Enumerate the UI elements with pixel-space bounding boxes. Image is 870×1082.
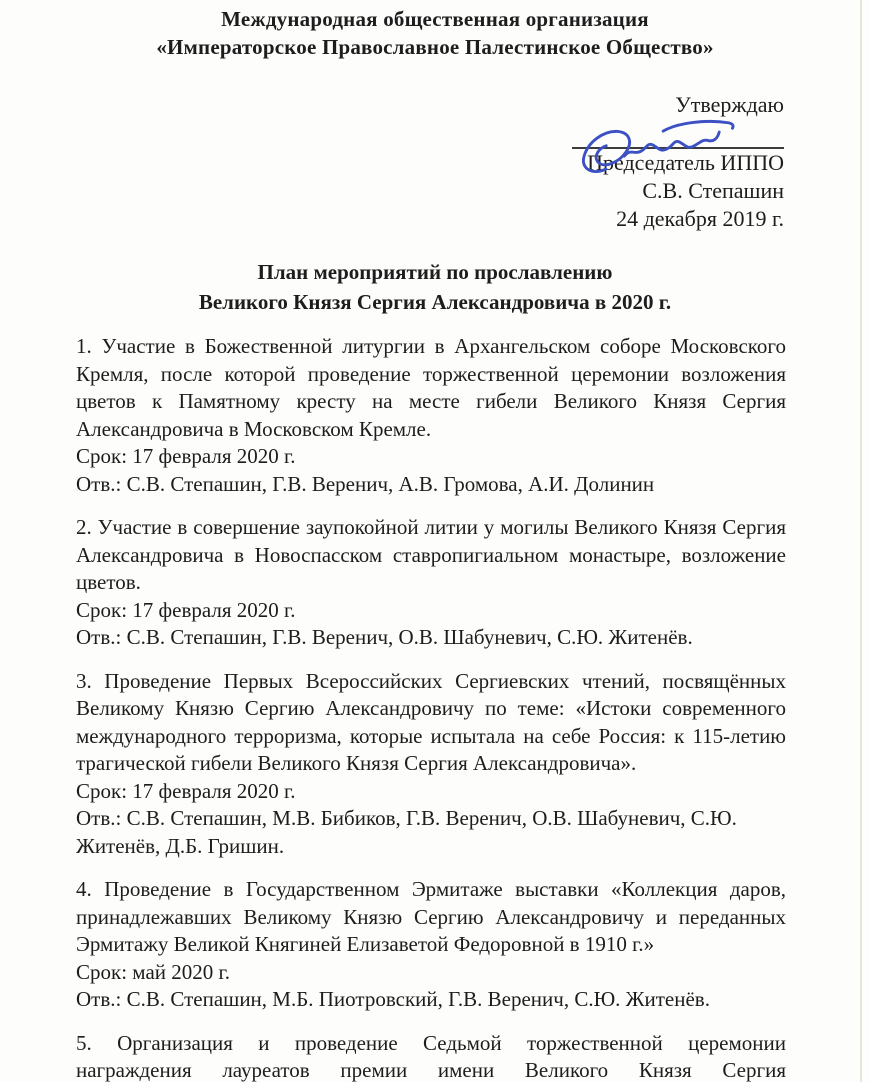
plan-item-5-body: 5. Организация и проведение Седьмой торжественной церемонии награждения лауреатов премии имени Великого Князя Сергия [76, 1030, 786, 1082]
plan-items [0, 333, 870, 1082]
approver-name: С.В. Степашин [642, 178, 784, 203]
plan-item-1 [76, 333, 786, 498]
scan-edge-artifact [860, 0, 862, 1082]
plan-item-4-responsible: Отв.: С.В. Степашин, М.Б. Пиотровский, Г.В. Веренич, С.Ю. Житенёв. [76, 987, 710, 1011]
plan-item-1-body: 1. Участие в Божественной литургии в Архангельском соборе Московского Кремля, после которой проведение торжественной церемонии возложения цветов к Памятному кресту на месте гибели Великого Князя Сергия Александровича в Московском Кремле. [76, 334, 786, 441]
document-title [0, 257, 870, 317]
plan-item-1-responsible: Отв.: С.В. Степашин, Г.В. Веренич, А.В. Громова, А.И. Долинин [76, 471, 655, 496]
plan-item-2-body: 2. Участие в совершение заупокойной литии у могилы Великого Князя Сергия Александровича в Новоспасском ставропигиальном монастыре, возложение цветов. [76, 515, 786, 594]
approve-label: Утверждаю [675, 92, 784, 117]
plan-item-5 [76, 1030, 786, 1082]
plan-item-4 [76, 876, 786, 1014]
plan-item-4-body: 4. Проведение в Государственном Эрмитаже выставки «Коллекция даров, принадлежавших Великому Князю Сергию Александровичу и переданных Эрмитажу Великой Княгиней Елизаветой Федоровной в 1910 г.» [76, 877, 786, 956]
plan-item-2 [76, 514, 786, 652]
document-title-line2: Великого Князя Сергия Александровича в 2020 г. [198, 290, 672, 314]
approver-position: Председатель ИППО [587, 150, 784, 175]
plan-item-1-term: Срок: 17 февраля 2020 г. [76, 444, 296, 468]
approval-date: 24 декабря 2019 г. [616, 206, 784, 231]
plan-item-3-term: Срок: 17 февраля 2020 г. [76, 778, 296, 803]
plan-item-2-responsible: Отв.: С.В. Степашин, Г.В. Веренич, О.В. Шабуневич, С.Ю. Житенёв. [76, 625, 693, 649]
plan-item-4-term: Срок: май 2020 г. [76, 959, 230, 984]
org-name-line1: Международная общественная организация [221, 7, 649, 31]
plan-item-3-body: 3. Проведение Первых Всероссийских Сергиевских чтений, посвящённых Великому Князю Сергию Александровичу по теме: «Истоки современного международного терроризма, которые испытала на себе Россия: к 115-летию трагической гибели Великого Князя Сергия Александровича». [76, 668, 786, 775]
plan-item-2-term: Срок: 17 февраля 2020 г. [76, 597, 296, 622]
document-title-line1: План мероприятий по прославлению [257, 260, 613, 284]
org-header [0, 0, 870, 61]
signature-area [464, 117, 784, 147]
plan-item-3-responsible: Отв.: С.В. Степашин, М.В. Бибиков, Г.В. Веренич, О.В. Шабуневич, С.Ю. Житенёв, Д.Б. Гришин. [76, 806, 737, 858]
plan-item-3 [76, 668, 786, 861]
approval-block [464, 93, 784, 233]
org-name-line2: «Императорское Православное Палестинское Общество» [156, 35, 714, 59]
